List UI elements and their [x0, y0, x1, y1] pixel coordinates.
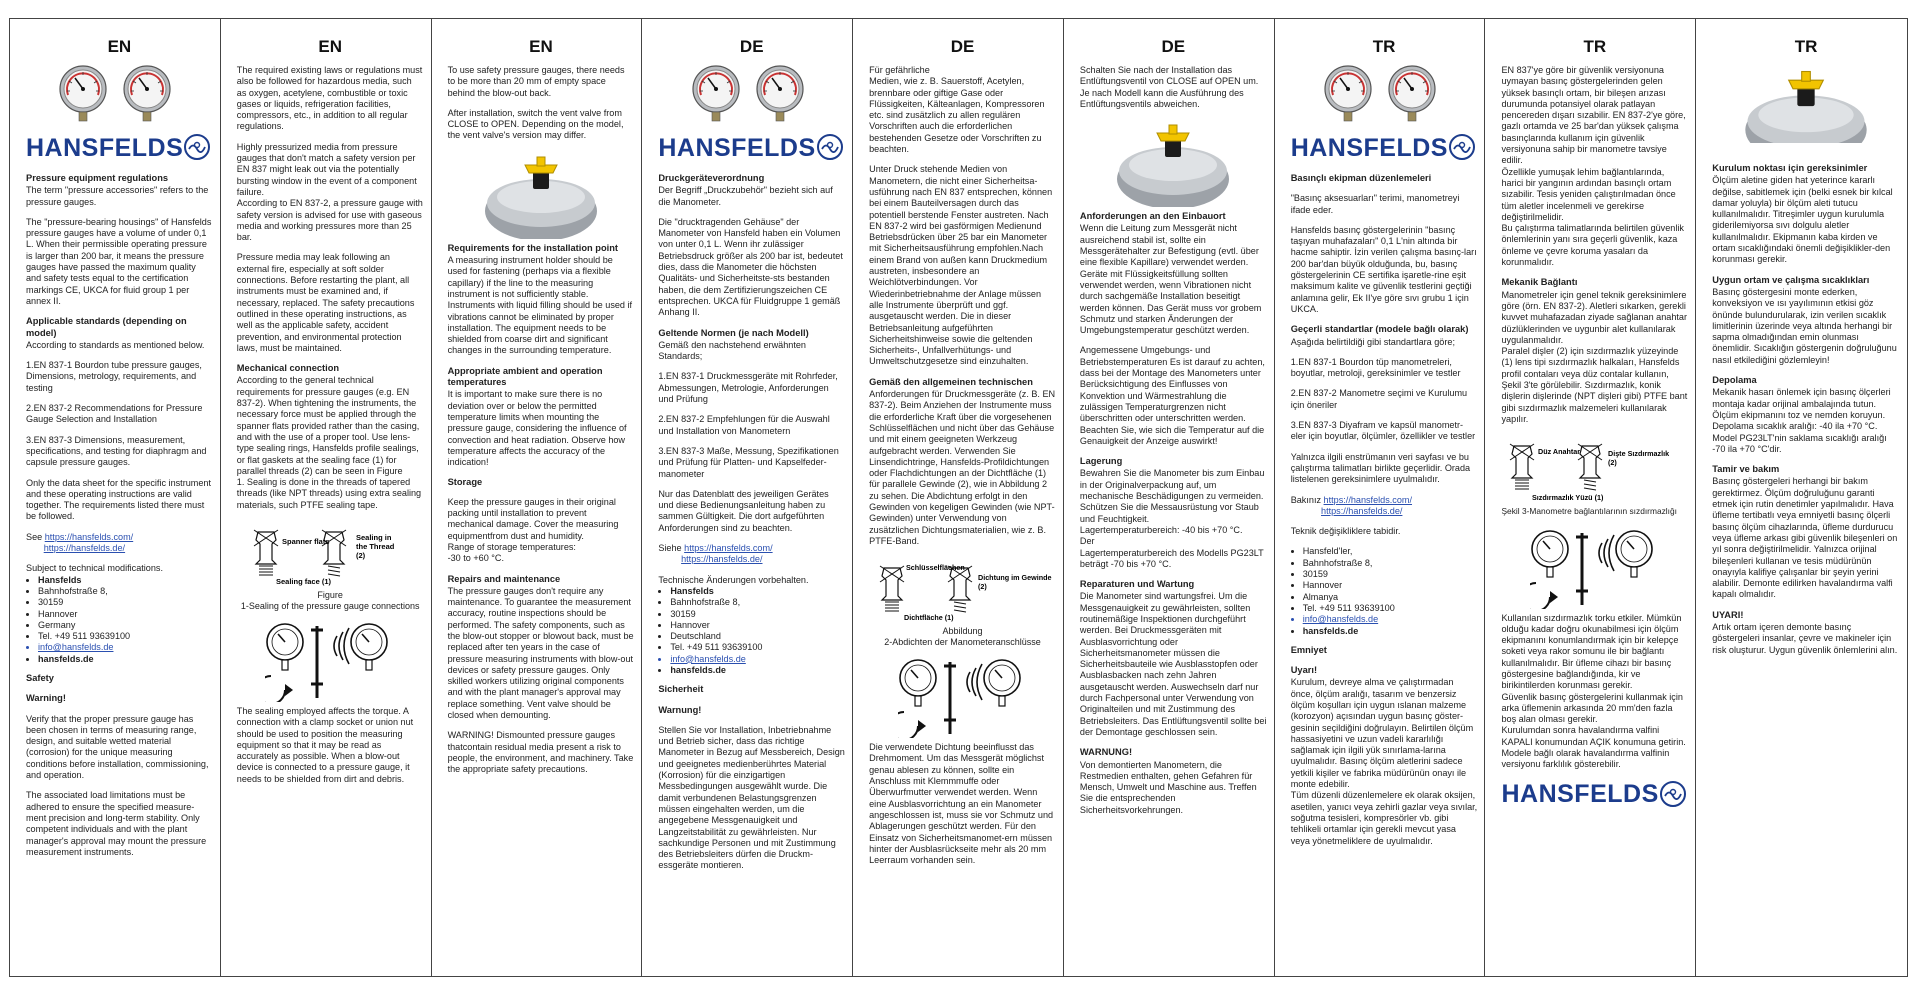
figure-label: Schlüsselflächen — [906, 563, 965, 573]
gauge-images — [1291, 65, 1478, 127]
address-line: • Hannover — [670, 620, 845, 631]
paragraph: EN 837'ye göre bir güvenlik versiyonuna uymayan basınç göstergelerinden gelen yüksek basınçlı ortam, bir bileşen arızası durumunda potansiyel olarak patlayan pencereden dışarı sızabilir. EN 837-2'ye göre, gazlı ortamda ve 25 bar'dan yüksek çalışma basınçlarında kullanım için güvenlik versiyonuna sahip bir manometre tavsiye edilir. Özellikle yumuşak lehim bağlantılarında, harici bir yangının ardından basınçlı ortam sızabilir. Tesis yeniden çalıştırılmadan önce tüm aletler incelenmeli ve gerekirse değiştirilmelidir. Bu çalıştırma talimatlarında belirtilen güvenlik önlemlerinin yanı sıra geçerli güvenlik, kaza önleme ve çevre koruma yasaları da korunmalıdır. — [1501, 65, 1686, 268]
paragraph: 3.EN 837-3 Dimensions, measurement, specifications, and testing for diaphragm and capsule pressure gauges. — [26, 434, 207, 468]
address-line: • Hannover — [38, 609, 213, 620]
paragraph: Aşağıda belirtildiği gibi standartlara göre; — [1290, 336, 1455, 347]
brand-name: HANSFELDS — [26, 133, 184, 162]
paragraph: Mekanik hasarı önlemek için basınç ölçerleri montaja kadar orijinal ambalajında tutun. Ölçüm ekipmanını toz ve nemden koruyun. Depolama sıcaklık aralığı: -40 ila +70 °C. Model PG23LT'nin saklama sıcaklığı aralığı -70 ila +70 °C'dir. — [1712, 387, 1891, 454]
figure-label: Dişte Sızdırmazlık — [1608, 449, 1670, 459]
section-heading: Tamir ve bakım — [1712, 464, 1780, 475]
paragraph: Nur das Datenblatt des jeweiligen Gerätes und diese Bedienungsanleitung haben zu sammen Gültigkeit. Die dort aufgeführten Anforderungen sind zu beachten. — [658, 488, 829, 533]
section-heading: Uygun ortam ve çalışma sıcaklıkları — [1712, 274, 1870, 285]
address-line: • Deutschland — [670, 631, 845, 642]
paragraph: The pressure gauges don't require any maintenance. To guarantee the measurement accuracy, routine inspections should be performed. The safety components, such as the blow-out stopper or blowout back, must be replaced after ten years in the case of pressure measuring instruments with blow-out devices or safety pressure gauges. Only skilled workers utilizing original components and with the plant manager's approval may replace something. Vent valve should be closed when demounting. — [447, 585, 634, 721]
paragraph: The sealing employed affects the torque. A connection with a clamp socket or union nut should be used to position the measuring equipment so that it may be read as accurately as possible. When a blow-out device is connected to a pressure gauge, it needs to be shielded from dirt and debris. — [236, 705, 414, 784]
paragraph: Manometreler için genel teknik gereksinimlere göre (örn. EN 837-2). Aletleri sıkarken, gerekli kuvvet muhafazadan ziyade sağlanan anahtar düzlüklerinden ve uygunbir alet kullanılarak uygulanmalıdır. Paralel dişler (2) için sızdırmazlık yüzeyinde (1) lens tipi sızdırmazlık halkaları, Hansfelds profil contaları veya düz contalar kullanın, Şekil 3'te görülebilir. Sızdırmazlık, konik dişlerin dişlerinde (NPT dişleri gibi) PTFE bant gibi sızdırmazlık malzemeleri kullanılarak yapılır. — [1501, 289, 1688, 424]
brand-name: HANSFELDS — [1290, 133, 1448, 162]
brand-logo — [1501, 780, 1688, 810]
pressure-gauge-icon — [123, 65, 179, 127]
paragraph: Technische Änderungen vorbehalten. — [658, 574, 809, 585]
section-heading: Emniyet — [1290, 644, 1327, 655]
paragraph: Only the data sheet for the specific instrument and these operating instructions are valid together. The requirements listed there must be followed. — [26, 477, 212, 522]
gauge-images — [658, 65, 845, 127]
paragraph: The required existing laws or regulations must also be followed for hazardous media, such as oxygen, acetylene, combustible or toxic gases or liquids, refrigeration facilities, compressors, etc., in addition to all regular regulations. — [236, 65, 423, 132]
column-tr-3 — [1696, 19, 1907, 976]
column-tr-1 — [1275, 19, 1486, 976]
pressure-gauge-icon — [59, 65, 115, 127]
paragraph: 1.EN 837-1 Druckmessgeräte mit Rohrfeder, Abmessungen, Metrologie, Anforderungen und Prüfung — [658, 371, 838, 405]
language-heading: TR — [1794, 37, 1818, 56]
instruction-sheet — [9, 18, 1908, 977]
links: See https://hansfelds.com/ https://hansfelds.de/ — [26, 531, 134, 554]
language-heading: TR — [1372, 37, 1396, 56]
paragraph: The term "pressure accessories" refers to the pressure gauges. — [26, 185, 209, 207]
email-link[interactable]: • info@hansfelds.de — [38, 642, 213, 653]
paragraph: Von demontierten Manometern, die Restmedien enthalten, gehen Gefahren für Mensch, Umwelt und Maschine aus. Treffen Sie die entsprechenden Sicherheitsvorkehrungen. — [1079, 759, 1257, 815]
paragraph: 3.EN 837-3 Diyafram ve kapsül manometr-eler için boyutlar, ölçümler, özellikler ve testler — [1290, 420, 1476, 442]
paragraph: According to the general technical requirements for pressure gauges (e.g. EN 837-2). When tightening the instruments, the necessary force must be applied through the spanner flats provided rather than the casing, and with the use of a proper tool. Use lens-type sealing rings, Hansfelds profile sealings, or flat gaskets at the sealing face (1) for parallel threads (2) can be seen in Figure 1. Sealing is done in the threads of tapered threads (like NPT threads) using extra sealing materials, such PTFE sealing tape. — [236, 375, 422, 510]
maintenance-icon — [1530, 527, 1660, 609]
paragraph: Artık ortam içeren demonte basınç göstergeleri insanlar, çevre ve makineler için risk oluşturur. Uygun güvenlik önlemlerini alın. — [1712, 621, 1898, 655]
paragraph: A measuring instrument holder should be used for fastening (perhaps via a flexible capillary) if the line to the measuring instrument is not sufficiently stable. Instruments with liquid filling should be used if vibrations cannot be eliminated by proper installation. The equipment needs to be shielded from coarse dirt and significant changes in the surrounding temperature. — [447, 255, 633, 356]
figure-caption: Şekil 3-Manometre bağlantılarının sızdırmazlığı — [1501, 506, 1677, 517]
address-line: • Bahnhofstraße 8, — [38, 586, 213, 597]
paragraph: "Basınç aksesuarları" terimi, manometreyi ifade eder. — [1290, 193, 1460, 215]
paragraph: Highly pressurized media from pressure gauges that don't match a safety version per EN 837 might leak out via the potentially bursting window in the event of a component failure. According to EN 837-2, a pressure gauge with safety version is advised for use with gaseous media and working pressures more than 25 bar. — [236, 141, 423, 243]
section-heading: Geltende Normen (je nach Modell) — [658, 327, 809, 338]
paragraph: Subject to technical modifications. — [26, 563, 163, 574]
section-heading: Mekanik Bağlantı — [1501, 277, 1578, 288]
paragraph: Der Begriff „Druckzubehör" bezieht sich auf die Manometer. — [658, 185, 833, 207]
language-heading: EN — [318, 37, 342, 56]
pressure-gauge-icon — [1324, 65, 1380, 127]
address-line: • hansfelds.de — [670, 665, 845, 676]
address-line: • Almanya — [1303, 592, 1478, 603]
figure-label: (2) — [356, 550, 366, 560]
paragraph: After installation, switch the vent valve from CLOSE to OPEN. Depending on the model, the vent valve's version may differ. — [447, 107, 624, 141]
figure-caption: Abbildung 2-Abdichten der Manometeranschlüsse — [884, 626, 1041, 648]
paragraph: Hansfelds basınç göstergelerinin "basınç taşıyan muhafazaları" 0,1 L'nin altında bir hacme sahiptir. İzin verilen çalışma basınç-ları 200 bar'dan büyük olduğunda, bu, basınç göstergelerinin CE sertifika işaretle-rine eşit maksimum kalite ve güvenlik testlerini geçtiği anlamına gelir, Ek II'ye göre sıvı grubu 1 için UKCA. — [1290, 224, 1477, 314]
website-link[interactable]: https://hansfelds.de/ — [43, 543, 126, 554]
address-line: • Hansfeld'ler, — [1303, 546, 1478, 557]
website-link[interactable]: https://hansfelds.com/ — [44, 531, 134, 542]
paragraph: Angemessene Umgebungs- und Betriebstemperaturen Es ist darauf zu achten, dass bei der Montage des Manometers unter Berücksichtigung des Einflusses von Konvektion und Wärmestrahlung die zulässigen Temperaturgrenzen nicht überschritten oder unterschritten werden. Beachten Sie, wie sich die Temperatur auf die Genauigkeit der Anzeige auswirkt! — [1079, 345, 1265, 446]
section-heading: Reparaturen und Wartung — [1079, 579, 1195, 590]
paragraph: Wenn die Leitung zum Messgerät nicht ausreichend stabil ist, sollte ein Messgerätehalter zur Befestigung (evtl. über eine flexible Kapillare) verwendet werden. Geräte mit Flüssigkeitsfüllung sollten verwendet werden, wenn Vibrationen nicht durch sachgemäße Installation beseitigt werden können. Das Gerät muss vor grobem Schmutz und starken Änderungen der Umgebungstemperatur geschützt werden. — [1079, 223, 1262, 336]
maintenance-icon — [265, 620, 395, 702]
paragraph: Ölçüm aletine giden hat yeterince kararlı değilse, sabitlemek için (belki esnek bir kılcal damar yoluyla) bir ölçüm aleti tutucu kullanılmalıdır. Titreşimler uygun kurulumla giderilemiyorsa sıvı dolgulu aletler kullanılmalıdır. Ekipmanın kaba kirden ve ortam sıcaklığındaki önemli değişiklikler-den korunması gerekir. — [1712, 175, 1893, 265]
paragraph: 2.EN 837-2 Empfehlungen für die Auswahl und Installation von Manometern — [658, 414, 830, 436]
hansfelds-logo-icon — [1659, 780, 1688, 810]
connection-figure — [237, 520, 424, 586]
column-en-3 — [432, 19, 643, 976]
paragraph: The "pressure-bearing housings" of Hansfelds pressure gauges have a volume of under 0,1 L. When their permissible operating pressure is larger than 200 bar, it means the pressure gauges have passed the maximum quality and safety tests equal to the certification markings CE, UKCA for fluid group 1 per annex II. — [26, 216, 212, 306]
address-line: • 30159 — [38, 597, 213, 608]
section-heading: Requirements for the installation point — [447, 242, 619, 253]
address-line: • hansfelds.de — [1303, 626, 1478, 637]
paragraph: Schalten Sie nach der Installation das Entlüftungsventil von CLOSE auf OPEN um. Je nach Modell kann die Ausführung des Entlüftungsventils abweichen. — [1079, 65, 1259, 109]
section-heading: Depolama — [1712, 375, 1757, 386]
section-heading: WARNUNG! — [1079, 747, 1133, 758]
vent-valve-icon — [1113, 119, 1233, 207]
brand-logo — [26, 133, 213, 163]
figure-label: Düz Anahtar — [1538, 447, 1581, 457]
address-line: • 30159 — [670, 609, 845, 620]
column-en-1 — [10, 19, 221, 976]
address-list — [658, 586, 845, 676]
address-list — [26, 575, 213, 665]
column-tr-2 — [1485, 19, 1696, 976]
paragraph: Teknik değişikliklere tabidir. — [1290, 526, 1401, 537]
brand-name: HANSFELDS — [658, 133, 816, 162]
paragraph: Pressure media may leak following an external fire, especially at soft solder connections. Before restarting the plant, all instruments must be examined and, if necessary, replaced. The safety precautions outlined in these operating instructions, as well as the applicable safety, accident prevention, and environmental protection laws, must be maintained. — [236, 252, 415, 353]
paragraph: It is important to make sure there is no deviation over or below the permitted temperature limits when mounting the pressure gauge, considering the influence of convection and heat radiation. Observe how temperature affects the accuracy of the indication! — [447, 389, 627, 468]
figure-label: Dichtung im Gewinde — [978, 573, 1052, 583]
pressure-gauge-icon — [756, 65, 812, 127]
column-de-1 — [642, 19, 853, 976]
paragraph: Keep the pressure gauges in their original packing until installation to prevent mechanical damage. Cover the measuring equipmentfrom dust and humidity. Range of storage temperatures: -30 to +60 °C. — [447, 496, 619, 564]
address-line: • 30159 — [1303, 569, 1478, 580]
address-line: • Hansfelds — [670, 586, 845, 597]
figure-label: Sealing in — [356, 532, 392, 542]
paragraph: 2.EN 837-2 Manometre seçimi ve Kurulumu için öneriler — [1290, 388, 1468, 410]
paragraph: Unter Druck stehende Medien von Manometern, die nicht einer Sicherheitsa-usführung nach EN 837 entsprechen, können bei einem Bauteilversagen durch das potentiell berstende Fenster austreten. Nach EN 837-2 wird bei gasförmigen Medienund Betriebsdrücken über 25 bar ein Manometer mit Sicherheitsausführung empfohlen.Nach einem Brand von außen kann Druckmedium austreten, insbesondere an Weichlötverbindungen. Vor Wiederinbetriebnahme der Anlage müssen alle Instrumente überprüft und ggf. ausgetauscht werden. Die in dieser Betriebsanleitung aufgeführten Sicherheitshinweise sowie die geltenden Sicherheits-, Unfallverhütungs- und Umweltschutzgesetze sind einzuhalten. — [869, 164, 1053, 367]
links: Bakınız https://hansfelds.com/ https://hansfelds.de/ — [1290, 494, 1413, 516]
figure-label: Dichtfläche (1) — [904, 613, 954, 623]
section-heading: Warning! — [26, 693, 66, 704]
section-heading: Basınçlı ekipman düzenlemeleri — [1290, 173, 1432, 183]
connection-diagram-icon — [240, 520, 420, 586]
section-heading: Anforderungen an den Einbauort — [1079, 211, 1226, 222]
paragraph: 2.EN 837-2 Recommendations for Pressure Gauge Selection and Installation — [26, 403, 203, 425]
column-de-2 — [853, 19, 1064, 976]
section-heading: Appropriate ambient and operation temperatures — [447, 365, 603, 388]
section-heading: Safety — [26, 672, 54, 683]
paragraph: Verify that the proper pressure gauge has been chosen in terms of measuring range, design, and suitable wetted material (corrosion) for the unique measuring conditions before installation, commissioning, and operation. — [26, 713, 209, 781]
language-heading: EN — [107, 37, 132, 56]
vent-valve-icon — [1741, 65, 1871, 143]
section-heading: UYARI! — [1712, 609, 1744, 620]
language-heading: DE — [739, 37, 764, 56]
section-heading: Lagerung — [1079, 456, 1123, 467]
brand-name: HANSFELDS — [1501, 780, 1659, 809]
address-line: • hansfelds.de — [38, 654, 213, 665]
vent-valve-icon — [481, 151, 601, 239]
vent-valve-figure — [1080, 119, 1267, 207]
figure-label: Sızdırmazlık Yüzü (1) — [1532, 493, 1604, 503]
address-line: • Tel. +49 511 93639100 — [38, 631, 213, 642]
paragraph: Kurulum, devreye alma ve çalıştırmadan önce, ölçüm aralığı, tasarım ve benzersiz ölçüm koşulları için uygun ıslanan malzeme (korozyon) açısından uygun basınç göster-gesinin seçildiğini doğrulayın. Belirtilen ölçüm hassasiyetini ve uzun vadeli kararlılığı sağlamak için ilgili yük sınırlama-larına uyulmalıdır. Basınç ölçüm aletlerini sadece yetkili kişiler ve fabrika müdürünün onayı ile monte edebilir. Tüm düzenli düzenlemelere ek olarak oksijen, asetilen, yanıcı veya zehirli gazlar veya sıvılar, soğutma tesisleri, kompresörler vb. gibi tehlikeli ortamlar için gerekli mevcut yasa veya yönetmeliklere de uyulmalıdır. — [1290, 677, 1478, 846]
brand-logo — [1291, 133, 1478, 163]
paragraph: Gemäß den nachstehend erwähnten Standards; — [658, 339, 806, 362]
figure-label: the Thread — [356, 541, 395, 551]
paragraph: The associated load limitations must be adhered to ensure the specified measure-ment precision and long-term stability. Only competent individuals and with the plant manager's approval may mount the pressure measurement instruments. — [26, 790, 207, 857]
address-line: • Bahnhofstraße 8, — [670, 597, 845, 608]
paragraph: Basınç göstergeleri herhangi bir bakım gerektirmez. Ölçüm doğruluğunu garanti etmek için rutin denetimler yapılmalıdır. Hava üfleme tertibatlı veya emniyetli basınç ölçerli basınç ölçüm cihazlarında, üfleme durdurucu veya üfleme arkası gibi güvenlik bileşenleri on yıl sonra değiştirilmelidir. Yalnızca orijinal bileşenleri kullanan ve tesis müdürünün onayıyla kalifiye çalışanlar bir şeyin yerini alabilir. Demonte edilirken havalandırma valfi kapalı olmalıdır. — [1712, 476, 1898, 600]
hansfelds-logo-icon — [1448, 133, 1477, 163]
address-line: • Germany — [38, 620, 213, 631]
gauge-images — [26, 65, 213, 127]
paragraph: 1.EN 837-1 Bourdon tüp manometreleri, boyutlar, metroloji, gereksinimler ve testler — [1290, 356, 1461, 379]
address-line: • Bahnhofstraße 8, — [1303, 558, 1478, 569]
figure-label: Spanner flats — [282, 536, 330, 546]
paragraph: Yalnızca ilgili enstrümanın veri sayfası ve bu çalıştırma talimatları birlikte geçerlidir. Orada listelenen gereksinimlere uyulmalıdır. — [1290, 451, 1471, 485]
section-heading: Kurulum noktası için gereksinimler — [1712, 163, 1868, 173]
section-heading: Mechanical connection — [236, 363, 340, 374]
connection-diagram-icon — [870, 556, 1055, 622]
connection-figure — [869, 556, 1056, 622]
maintenance-figure — [869, 656, 1056, 738]
links: Siehe https://hansfelds.com/ https://hansfelds.de/ — [658, 543, 773, 565]
website-link[interactable]: https://hansfelds.de/ — [1321, 505, 1403, 516]
column-de-3 — [1064, 19, 1275, 976]
paragraph: Basınç göstergesini monte ederken, konveksiyon ve ısı yayılımının etkisi göz önünde bulundurularak, izin verilen sıcaklık limitlerinin üzerinde veya altında herhangi bir sapma olmadığından emin olunması önemlidir. Sıcaklığın göstergenin doğruluğunu nasıl etkilediğini gözlemleyin! — [1712, 286, 1897, 365]
section-heading: Uyarı! — [1290, 665, 1318, 676]
figure-label: (2) — [978, 582, 987, 592]
figure-label: Sealing face (1) — [276, 576, 332, 586]
paragraph: 3.EN 837-3 Maße, Messung, Spezifikationen und Prüfung für Platten- und Kapselfeder-manometer — [658, 445, 839, 479]
paragraph: Die "drucktragenden Gehäuse" der Manometer von Hansfeld haben ein Volumen von unter 0,1 L. Wenn ihr zulässiger Betriebsdruck größer als 200 bar ist, bedeutet dies, dass die Manometer die höchsten Qualitäts- und Sicherheitste-sts bestanden haben, die dem Zertifizierungszeichen CE entsprechen. UKCA für Fluidgruppe 1 gemäß Anhang II. — [658, 216, 843, 318]
language-heading: EN — [529, 37, 553, 56]
hansfelds-logo-icon — [183, 133, 212, 163]
address-line: • Tel. +49 511 93639100 — [670, 642, 845, 653]
section-heading: Applicable standards (depending on model) — [26, 316, 187, 338]
paragraph: According to standards as mentioned below. — [26, 339, 205, 350]
language-heading: TR — [1583, 37, 1607, 56]
language-heading: DE — [1161, 37, 1186, 56]
website-link[interactable]: https://hansfelds.com/ — [1323, 494, 1413, 505]
section-heading: Gemäß den allgemeinen technischen — [869, 376, 1033, 387]
section-heading: Storage — [447, 477, 483, 488]
section-heading: Druckgeräteverordnung — [658, 173, 765, 183]
maintenance-icon — [898, 656, 1028, 738]
brand-logo — [658, 133, 845, 163]
section-heading: Warnung! — [658, 704, 702, 715]
address-list — [1291, 546, 1478, 636]
paragraph: 1.EN 837-1 Bourdon tube pressure gauges, Dimensions, metrology, requirements, and testing — [26, 360, 202, 393]
paragraph: Die Manometer sind wartungsfrei. Um die Messgenauigkeit zu gewährleisten, sollten routinemäßige Inspektionen durchgeführt werden. Bei Druckmessgeräten mit Ausblasvorrichtung oder Sicherheitsmanometer müssen die Sicherheitsbauteile wie Ausblasstopfen oder Ausblasbacken nach zehn Jahren ausgetauscht werden. Auswechseln darf nur durch Fachpersonal unter Verwendung von Originalteilen und mit Zustimmung des Betriebsleiters. Das Entlüftungsventil sollte bei der Demontage geschlossen sein. — [1079, 591, 1267, 737]
address-line: • Hansfelds — [38, 575, 213, 586]
paragraph: WARNING! Dismounted pressure gauges thatcontain residual media present a risk to people, the environment, and machinery. Take the appropriate safety precautions. — [447, 730, 634, 775]
vent-valve-figure — [448, 151, 635, 239]
paragraph: Stellen Sie vor Installation, Inbetriebnahme und Betrieb sicher, dass das richtige Manometer in Bezug auf Messbereich, Design und geeignetes medienberührtes Material (Korrosion) für die einzigartigen Messbedingungen ausgewählt wurde. Die damit verbundenen Belastungsgrenzen müssen eingehalten werden, um die angegebene Messgenauigkeit und Langzeitstabilität zu gewährleisten. Nur sachkundige Personen und mit Zustimmung des Betriebsleiters dürfen die Druckm-essgeräte montieren. — [658, 724, 845, 871]
section-heading: Pressure equipment regulations — [26, 173, 169, 183]
paragraph: To use safety pressure gauges, there needs to be more than 20 mm of empty space behind the blow-out back. — [447, 65, 625, 98]
hansfelds-logo-icon — [816, 133, 845, 163]
figure-label: (2) — [1608, 458, 1618, 468]
paragraph: Anforderungen für Druckmessgeräte (z. B. EN 837-2). Beim Anziehen der Instrumente muss die erforderliche Kraft über die vorgesehenen Schlüsselflächen und nicht über das Gehäuse und mit einem geeigneten Werkzeug aufgebracht werden. Verwenden Sie Linsendichtringe, Hansfelds-Profildichtungen oder Flachdichtungen an der Dichtfläche (1) für parallele Gewinde (2), wie in Abbildung 2 zu sehen. Die Abdichtung erfolgt in den Gewinden von kegeligen Gewinden (wie NPT-Gewinden) unter Verwendung von zusätzlichen Dichtungsmaterialien, wie z. B. PTFE-Band. — [869, 389, 1056, 546]
maintenance-figure — [237, 620, 424, 702]
pressure-gauge-icon — [692, 65, 748, 127]
email-link[interactable]: • info@hansfelds.de — [1303, 614, 1478, 625]
section-heading: Repairs and maintenance — [447, 573, 561, 584]
address-line: • Hannover — [1303, 580, 1478, 591]
connection-figure — [1501, 434, 1688, 502]
column-en-2 — [221, 19, 432, 976]
email-link[interactable]: • info@hansfelds.de — [670, 654, 845, 665]
website-link[interactable]: https://hansfelds.de/ — [681, 554, 763, 565]
pressure-gauge-icon — [1388, 65, 1444, 127]
section-heading: Sicherheit — [658, 684, 704, 695]
language-heading: DE — [950, 37, 975, 56]
maintenance-figure — [1501, 527, 1688, 609]
connection-diagram-icon — [1502, 434, 1687, 502]
paragraph: Für gefährliche Medien, wie z. B. Sauerstoff, Acetylen, brennbare oder giftige Gase oder Flüssigkeiten, Kälteanlagen, Kompressoren etc. sind zusätzlich zu allen regulären Vorschriften auch die erforderlichen bestehenden Gesetze oder Vorschriften zu beachten. — [869, 65, 1045, 155]
paragraph: Kullanılan sızdırmazlık torku etkiler. Mümkün olduğu kadar doğru okunabilmesi için ölçüm ekipmanını konumlandırmak için bir kelepçe soketi veya rakor somunu ile bir bağlantı kullanılmalıdır. Bir üfleme cihazı bir basınç göstergesine bağlandığında, kir ve birikintilerden korunması gerekir. Güvenlik basınç göstergelerini kullanmak için arka üflemenin arkasında 20 mm'den fazla boş alan olması gerekir. Kurulumdan sonra havalandırma valfini KAPALI konumundan AÇIK konumuna getirin. Modele bağlı olarak havalandırma valfinin versiyonu farklılık gösterebilir. — [1501, 612, 1686, 770]
figure-caption: Figure 1-Sealing of the pressure gauge connections — [240, 589, 420, 611]
address-line: • Tel. +49 511 93639100 — [1303, 603, 1478, 614]
paragraph: Die verwendete Dichtung beeinflusst das Drehmoment. Um das Messgerät möglichst genau ablesen zu können, sollte ein Anschluss mit Klemmmuffe oder Überwurfmutter verwendet werden. Wenn eine Ausblasvorrichtung an ein Manometer angeschlossen ist, muss sie vor Schmutz und Ablagerungen geschützt werden. Für den Einsatz von Sicherheitsmanomet-ern müssen hinter der Ausblasrückseite mehr als 20 mm Leerraum vorhanden sein. — [869, 742, 1054, 866]
website-link[interactable]: https://hansfelds.com/ — [684, 543, 773, 554]
paragraph: Bewahren Sie die Manometer bis zum Einbau in der Originalverpackung auf, um mechanische Beschädigungen zu vermeiden. Schützen Sie die Messausrüstung vor Staub und Feuchtigkeit. Lagertemperaturbereich: -40 bis +70 °C. Der Lagertemperaturbereich des Modells PG23LT beträgt -70 bis +70 °C. — [1079, 468, 1265, 569]
section-heading: Geçerli standartlar (modele bağlı olarak) — [1290, 324, 1469, 335]
vent-valve-figure — [1712, 65, 1900, 143]
